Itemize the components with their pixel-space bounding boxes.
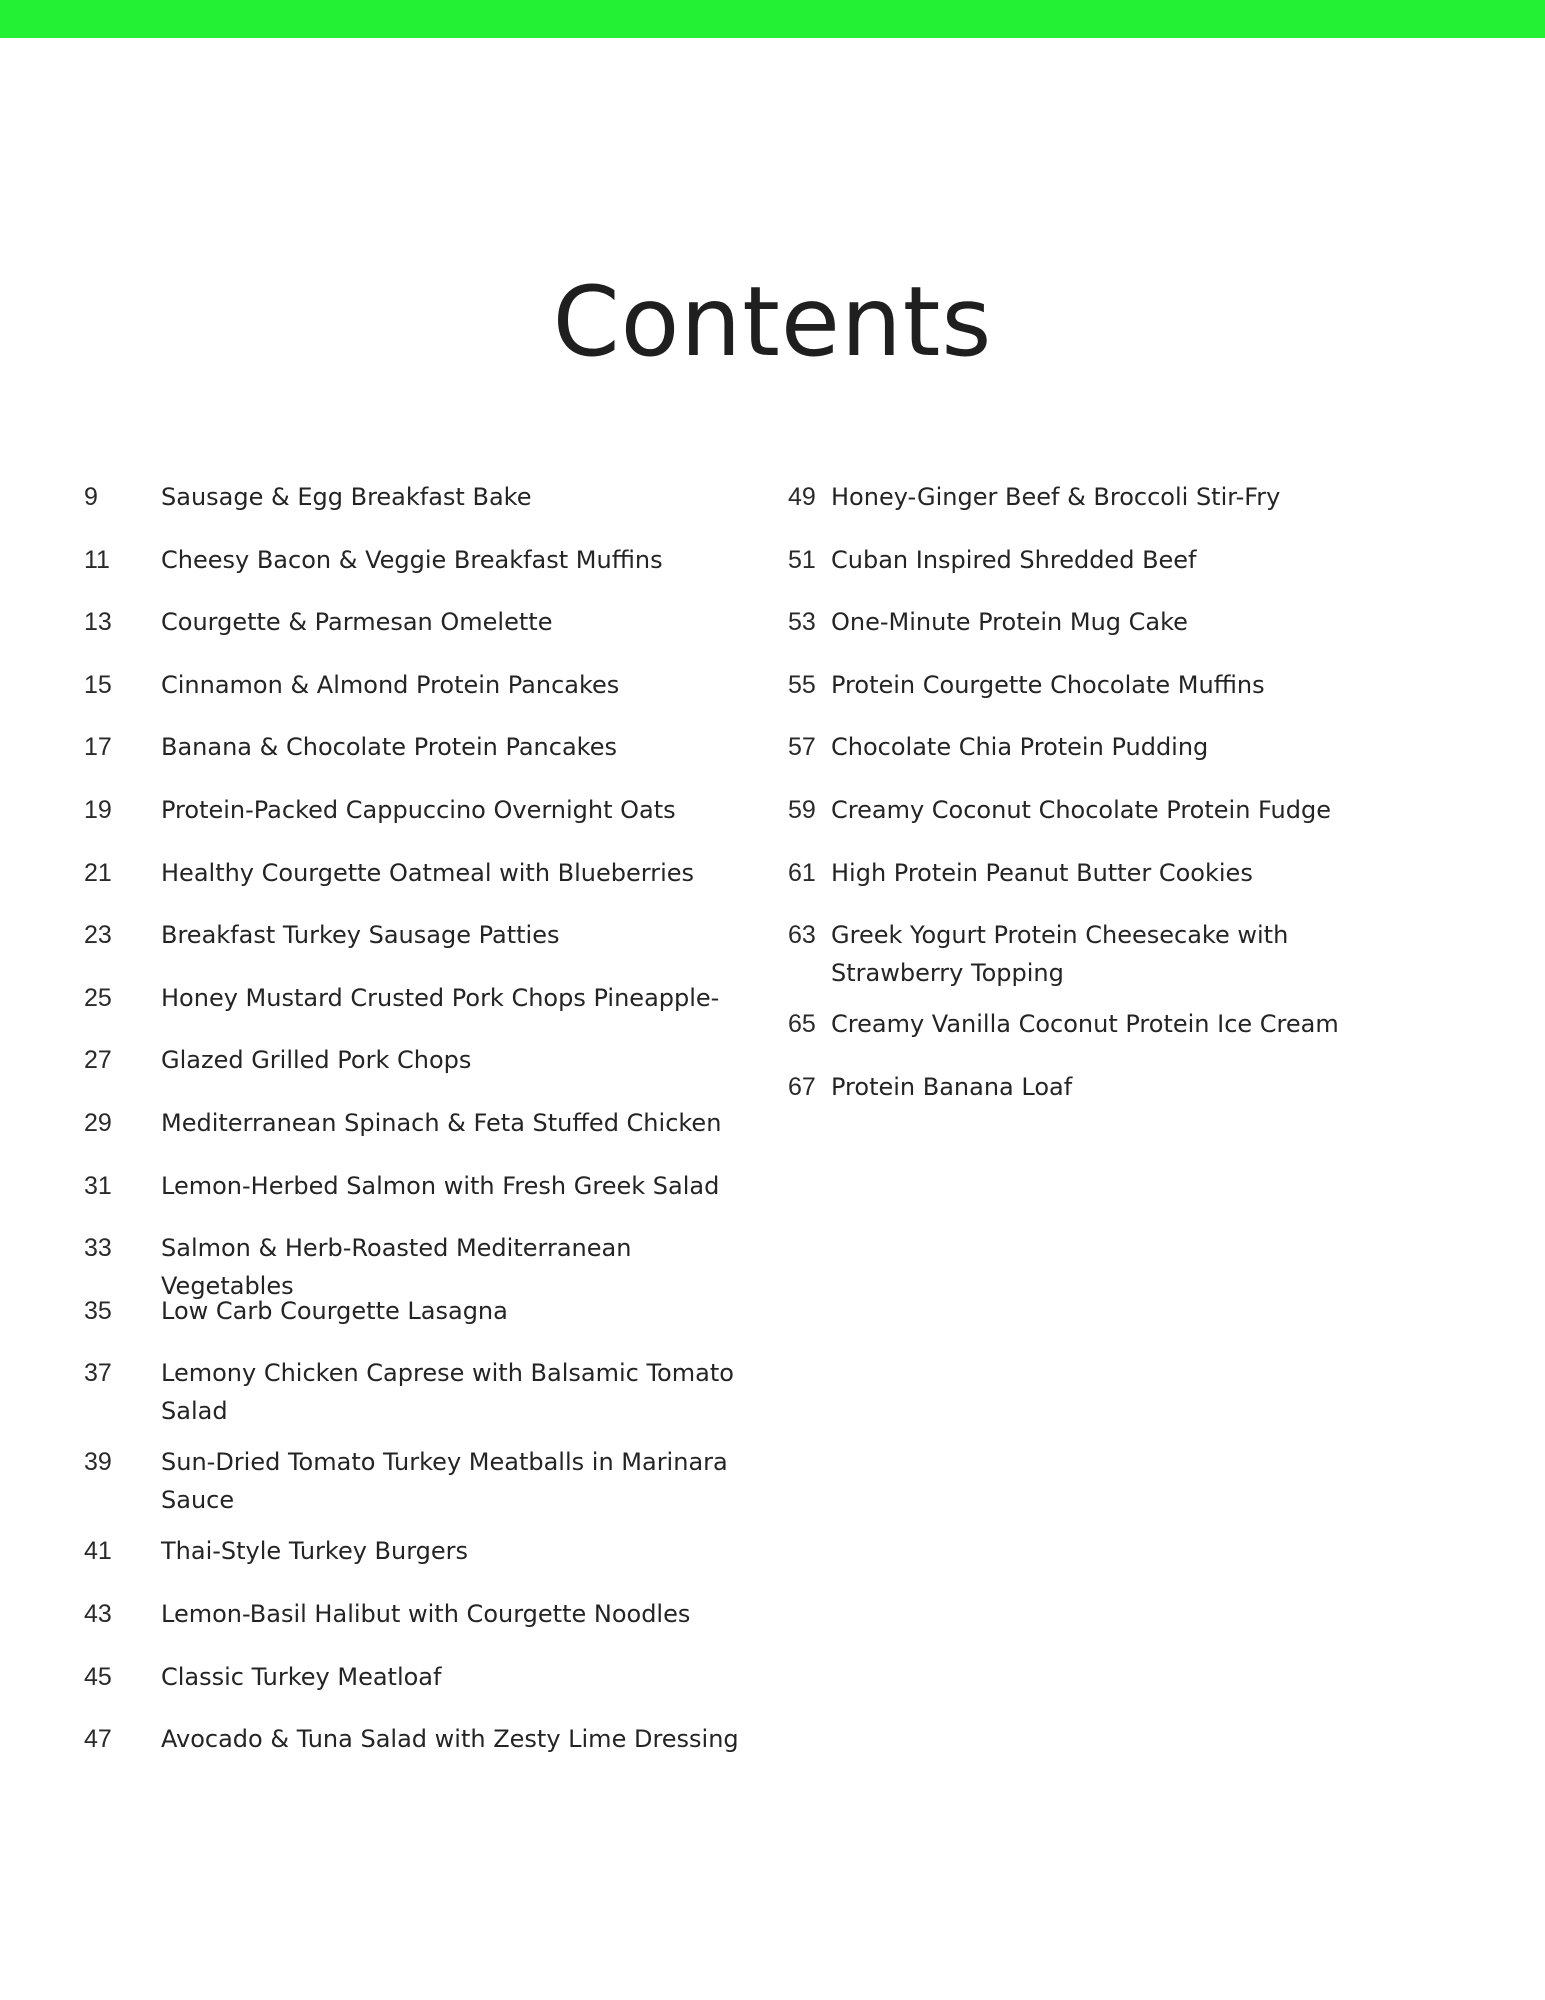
toc-page-number: 67 [788, 1072, 816, 1101]
toc-entry-title: Glazed Grilled Pork Chops [161, 1046, 472, 1075]
toc-entry-title: Cheesy Bacon & Veggie Breakfast Muffins [161, 545, 663, 574]
toc-entry-title: Mediterranean Spinach & Feta Stuffed Chicken [161, 1108, 722, 1137]
toc-entry-title: Lemon-Herbed Salmon with Fresh Greek Salad [161, 1171, 720, 1200]
toc-page-number: 27 [84, 1046, 112, 1075]
toc-entry-title: Protein-Packed Cappuccino Overnight Oats [161, 795, 676, 824]
toc-entry[interactable] [84, 1658, 744, 1721]
page-title: Contents [552, 266, 993, 378]
toc-page-number: 23 [84, 921, 112, 950]
toc-entry[interactable] [788, 728, 1428, 791]
toc-page-number: 17 [84, 733, 112, 762]
toc-entry-title: Breakfast Turkey Sausage Patties [161, 921, 560, 950]
toc-entry[interactable] [84, 1354, 744, 1443]
toc-page-number: 51 [788, 545, 816, 574]
toc-entry[interactable] [84, 854, 744, 917]
toc-page-number: 33 [84, 1234, 112, 1263]
toc-entry-title: Creamy Coconut Chocolate Protein Fudge [831, 795, 1331, 824]
toc-entry[interactable] [84, 1595, 744, 1658]
toc-page-number: 15 [84, 670, 112, 699]
toc-entry-title: Creamy Vanilla Coconut Protein Ice Cream [831, 1010, 1339, 1039]
toc-page-number: 63 [788, 921, 816, 950]
toc-entry-title: Cinnamon & Almond Protein Pancakes [161, 670, 620, 699]
toc-page-number: 43 [84, 1599, 112, 1628]
toc-page-number: 59 [788, 795, 816, 824]
toc-entry-title: Low Carb Courgette Lasagna [161, 1296, 508, 1325]
toc-page-number: 41 [84, 1537, 112, 1566]
toc-entry-title: One-Minute Protein Mug Cake [831, 608, 1188, 637]
toc-page-number: 9 [84, 483, 98, 511]
toc-entry[interactable] [84, 1041, 744, 1104]
toc-entry-title: High Protein Peanut Butter Cookies [831, 858, 1253, 887]
toc-entry[interactable] [788, 791, 1428, 854]
toc-entry[interactable] [84, 916, 744, 979]
toc-page-number: 31 [84, 1171, 112, 1200]
toc-page-number: 37 [84, 1359, 112, 1388]
toc-entry[interactable] [84, 478, 744, 541]
toc-entry[interactable] [84, 666, 744, 729]
toc-entry[interactable] [84, 728, 744, 791]
toc-entry[interactable] [788, 916, 1428, 1005]
toc-page-number: 53 [788, 608, 816, 637]
toc-entry[interactable] [788, 603, 1428, 666]
toc-right-column [788, 478, 1428, 1130]
toc-page-number: 57 [788, 733, 816, 762]
toc-page-number: 47 [84, 1725, 112, 1754]
toc-entry-title: Thai-Style Turkey Burgers [161, 1537, 469, 1566]
toc-entry[interactable] [84, 1167, 744, 1230]
toc-page-number: 61 [788, 858, 816, 887]
toc-entry-title: Cuban Inspired Shredded Beef [831, 545, 1197, 574]
toc-entry-title: Protein Banana Loaf [831, 1072, 1073, 1101]
toc-left-column [84, 478, 744, 1783]
toc-page-number: 39 [84, 1448, 112, 1477]
toc-entry[interactable] [84, 603, 744, 666]
top-accent-bar [0, 0, 1545, 38]
toc-entry-title: Greek Yogurt Protein Cheesecake with Strawberry Topping [831, 921, 1289, 988]
toc-entry-title: Sun-Dried Tomato Turkey Meatballs in Marinara Sauce [161, 1448, 728, 1515]
toc-page-number: 65 [788, 1010, 816, 1039]
toc-entry[interactable] [84, 1292, 744, 1355]
toc-entry[interactable] [84, 1104, 744, 1167]
toc-entry-title: Courgette & Parmesan Omelette [161, 608, 553, 637]
toc-entry[interactable] [788, 478, 1428, 541]
toc-entry[interactable] [788, 1068, 1428, 1131]
toc-entry[interactable] [788, 854, 1428, 917]
toc-entry-title: Chocolate Chia Protein Pudding [831, 733, 1209, 762]
toc-entry-title: Classic Turkey Meatloaf [161, 1662, 442, 1691]
toc-entry-title: Lemon-Basil Halibut with Courgette Noodles [161, 1599, 691, 1628]
toc-entry-title: Healthy Courgette Oatmeal with Blueberries [161, 858, 695, 887]
toc-page-number: 29 [84, 1108, 112, 1137]
toc-entry-title: Sausage & Egg Breakfast Bake [161, 483, 532, 511]
toc-page-number: 21 [84, 858, 112, 887]
toc-entry[interactable] [84, 1532, 744, 1595]
toc-entry[interactable] [788, 541, 1428, 604]
toc-page-number: 35 [84, 1296, 112, 1325]
toc-entry-title: Honey-Ginger Beef & Broccoli Stir-Fry [831, 483, 1281, 511]
toc-page-number: 11 [84, 545, 110, 574]
toc-page-number: 49 [788, 483, 816, 511]
toc-entry-title: Salmon & Herb-Roasted Mediterranean Vegetables [161, 1234, 632, 1301]
toc-page-number: 13 [84, 608, 112, 637]
toc-entry[interactable] [84, 1229, 744, 1301]
toc-entry[interactable] [84, 1720, 744, 1783]
toc-entry[interactable] [84, 979, 744, 1042]
toc-entry[interactable] [84, 541, 744, 604]
toc-page-number: 25 [84, 983, 112, 1012]
toc-entry-title: Honey Mustard Crusted Pork Chops Pineapple- [161, 983, 720, 1012]
toc-page-number: 55 [788, 670, 816, 699]
toc-entry-title: Banana & Chocolate Protein Pancakes [161, 733, 617, 762]
toc-entry-title: Lemony Chicken Caprese with Balsamic Tomato Salad [161, 1359, 734, 1426]
toc-entry[interactable] [788, 1005, 1428, 1068]
toc-entry-title: Protein Courgette Chocolate Muffins [831, 670, 1265, 699]
toc-entry-title: Avocado & Tuna Salad with Zesty Lime Dressing [161, 1725, 739, 1754]
toc-entry[interactable] [84, 1443, 744, 1532]
toc-entry[interactable] [84, 791, 744, 854]
toc-page-number: 45 [84, 1662, 112, 1691]
toc-entry[interactable] [788, 666, 1428, 729]
toc-page-number: 19 [84, 795, 112, 824]
